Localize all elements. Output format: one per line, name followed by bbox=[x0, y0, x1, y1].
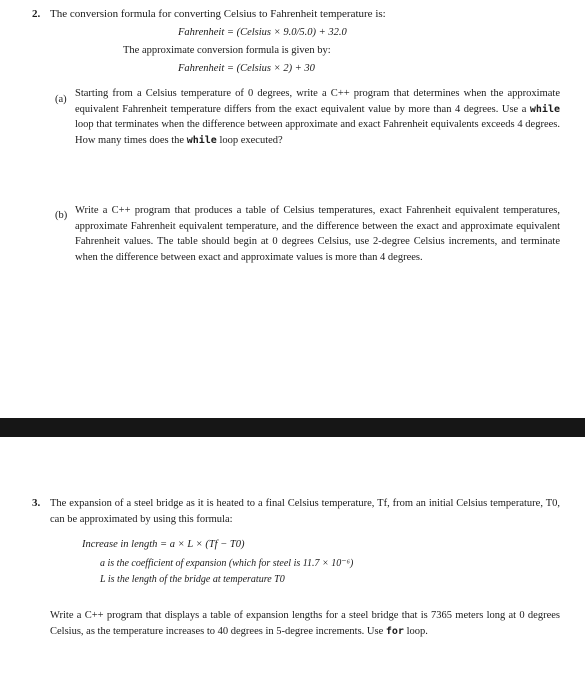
problem-2-statement: The conversion formula for converting Celsius to Fahrenheit temperature is: bbox=[50, 8, 386, 20]
part-a-text-middle: loop that terminates when the difference between approximate and exact Fahrenheit equivalents exceeds 4 degrees. How many times does the bbox=[75, 119, 560, 146]
task-text-before: Write a C++ program that displays a table of expansion lengths for a steel bridge that is 7365 meters long at 0 degrees Celsius, as the temperature increases to 40 degrees in 5-degree increments. Use bbox=[50, 610, 560, 637]
coefficient-note: a is the coefficient of expansion (which for steel is 11.7 × 10⁻⁶) bbox=[100, 558, 354, 569]
task-text-after: loop. bbox=[406, 625, 428, 637]
for-keyword: for bbox=[385, 625, 404, 637]
while-keyword: while bbox=[529, 103, 560, 115]
page-divider bbox=[0, 418, 585, 437]
part-a-text-before: Starting from a Celsius temperature of 0 degrees, write a C++ program that determines when the approximate equivalent Fahrenheit temperature differs from the exact equivalent value by more than 4 degrees. Use a bbox=[75, 88, 560, 115]
page-bottom bbox=[0, 437, 585, 700]
approx-formula: Fahrenheit = (Celsius × 2) + 30 bbox=[178, 63, 315, 74]
part-a-text-after: loop executed? bbox=[219, 134, 283, 146]
part-a-text bbox=[75, 86, 560, 148]
length-note: L is the length of the bridge at temperature T0 bbox=[100, 574, 285, 585]
part-a-label: (a) bbox=[55, 94, 67, 105]
problem-2-number: 2. bbox=[32, 8, 41, 20]
approx-formula-intro: The approximate conversion formula is given by: bbox=[123, 45, 331, 56]
while-keyword: while bbox=[186, 134, 217, 146]
problem-3-statement: The expansion of a steel bridge as it is heated to a final Celsius temperature, Tf, from an initial Celsius temperature, T0, can be approximated by using this formula: bbox=[50, 498, 560, 525]
problem-3-number: 3. bbox=[32, 497, 41, 509]
exact-formula: Fahrenheit = (Celsius × 9.0/5.0) + 32.0 bbox=[178, 27, 347, 38]
expansion-formula: Increase in length = a × L × (Tf − T0) bbox=[82, 539, 245, 550]
problem-3-task bbox=[50, 608, 560, 639]
part-b-text: Write a C++ program that produces a table of Celsius temperatures, exact Fahrenheit equivalent temperatures, approximate Fahrenheit equivalent temperature, and the difference between the exact and approximate equivalent Fahrenheit values. The table should begin at 0 degrees Celsius, use 2-degree Celsius increments, and terminate when the difference between exact and approximate values is more than 4 degrees. bbox=[75, 205, 560, 263]
part-b-label: (b) bbox=[55, 210, 68, 221]
